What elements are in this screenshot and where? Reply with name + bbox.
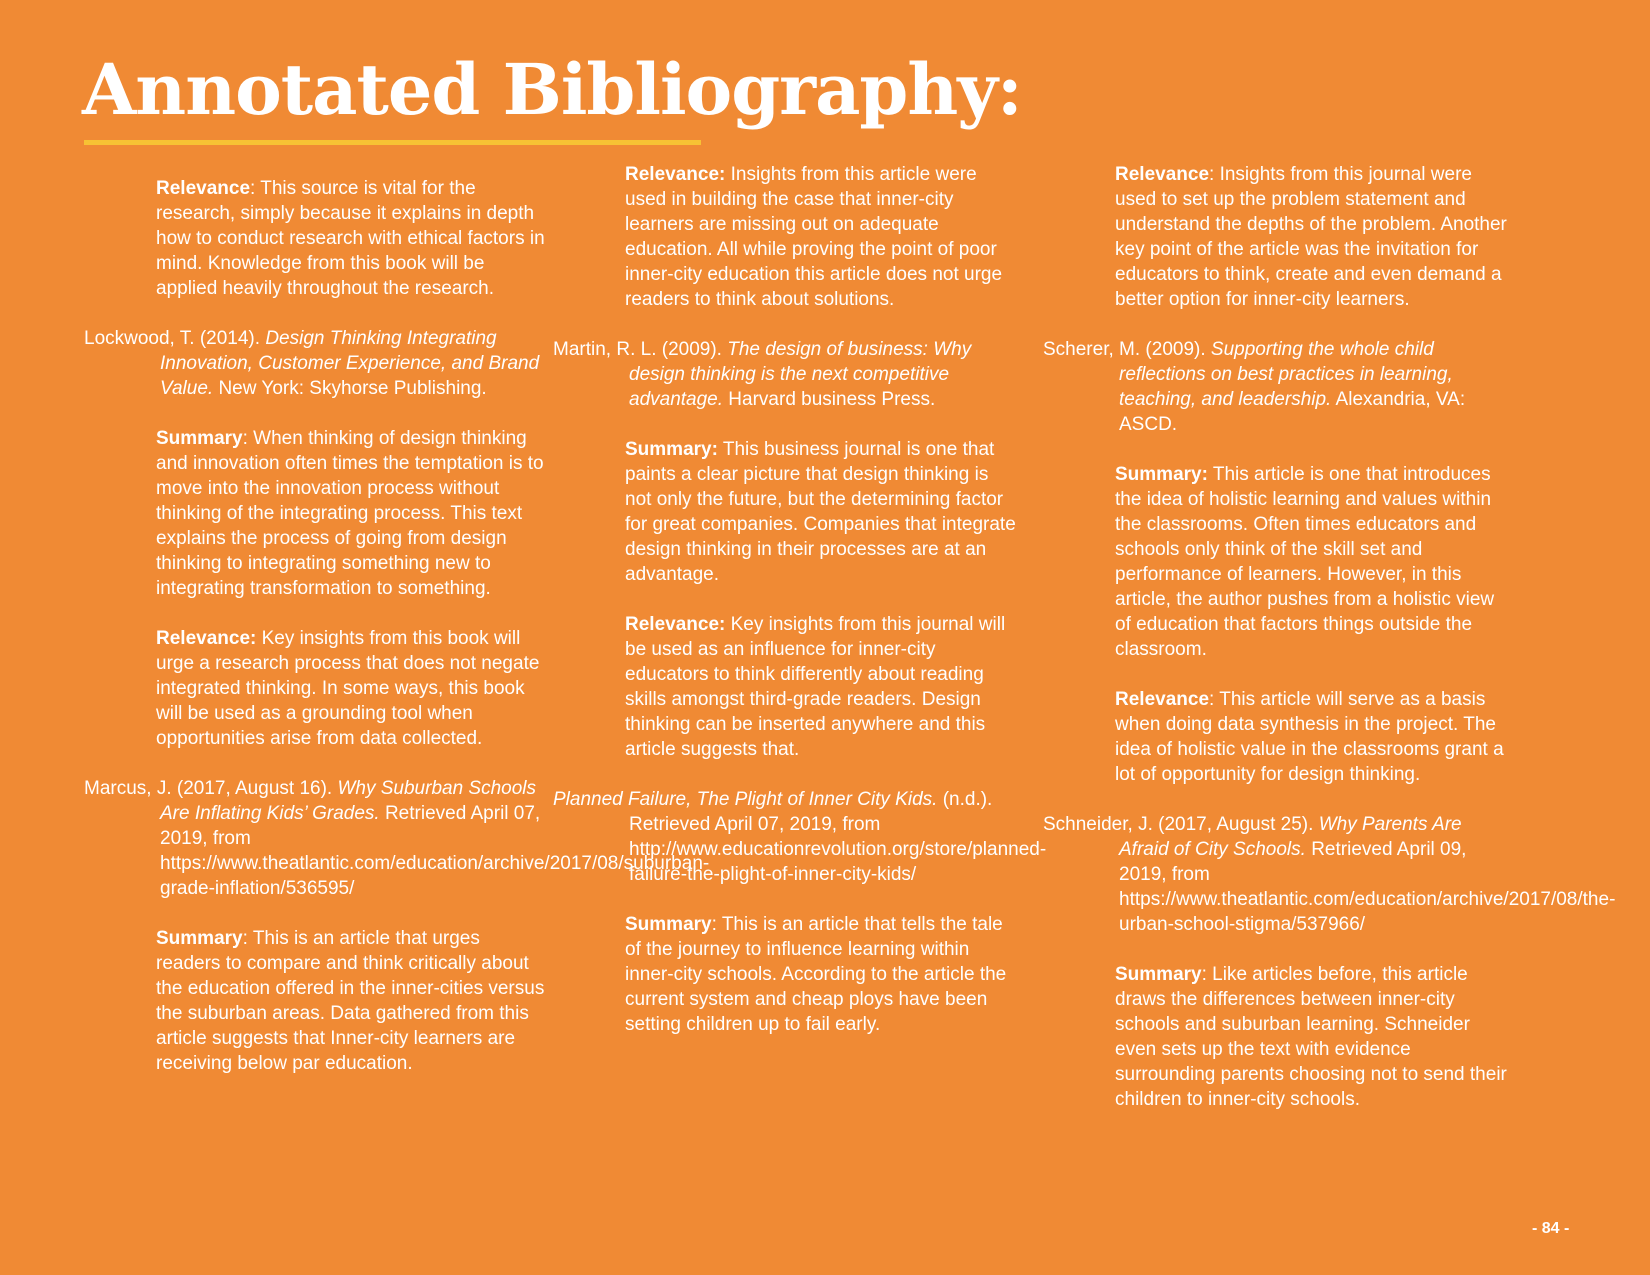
annotation-separator: :	[1201, 964, 1213, 985]
annotation-text: Like articles before, this article draws the differences between inner-city schools and suburban learning. Schneider even sets up the text with evidence surrounding parents choosing not to send their children to inner-city schools.	[1115, 964, 1507, 1110]
citation-details: (n.d.). Retrieved April 07, 2019, from http://www.educationrevolution.org/store/planned-failure-the-plight-of-inner-city-kids/	[629, 789, 1047, 885]
annotation-paragraph	[156, 426, 549, 601]
citation-entry	[1043, 812, 1616, 937]
citation-work-title: Supporting the whole child reflections on best practices in learning, teaching, and leadership.	[1119, 339, 1453, 410]
annotation-text: Insights from this article were used in building the case that inner-city learners are missing out on adequate education. All while proving the point of poor inner-city education this article does not urge readers to think about solutions.	[625, 164, 1003, 310]
annotation-text: Key insights from this journal will be used as an influence for inner-city educators to think differently about reading skills amongst third-grade readers. Design thinking can be inserted anywhere and this article suggests that.	[625, 614, 1006, 760]
title-underline	[84, 140, 701, 145]
citation-author: Martin, R. L. (2009).	[553, 339, 728, 360]
annotation-text: This is an article that urges readers to compare and think critically about the education offered in the inner-cities versus the suburban areas. Data gathered from this article suggests that Inner-city learners are receiving below par education.	[156, 928, 545, 1074]
annotation-label: Relevance:	[156, 628, 257, 649]
annotation-paragraph	[1115, 687, 1508, 787]
citation-work-title: Design Thinking Integrating Innovation, Customer Experience, and Brand Value.	[160, 328, 540, 399]
annotation-paragraph	[625, 912, 1018, 1037]
annotation-separator: :	[1209, 689, 1220, 710]
annotation-separator: :	[250, 178, 261, 199]
annotation-label: Summary:	[625, 439, 718, 460]
annotation-paragraph	[1115, 462, 1508, 662]
annotation-paragraph	[625, 162, 1018, 312]
citation-entry	[84, 776, 710, 901]
annotation-label: Summary	[156, 928, 243, 949]
annotation-label: Relevance	[1115, 164, 1210, 185]
annotation-text: Insights from this journal were used to set up the problem statement and understand the depths of the problem. Another key point of the article was the invitation for educators to think, create and even demand a better option for inner-city learners.	[1115, 164, 1507, 310]
annotation-label: Relevance	[1115, 689, 1210, 710]
annotation-text: When thinking of design thinking and innovation often times the temptation is to move into the innovation process without thinking of the integrating process. This text explains the process of going from design thinking to integrating something new to integrating transformation to something.	[156, 428, 544, 599]
annotation-label: Summary	[1115, 964, 1202, 985]
citation-work-title: Planned Failure, The Plight of Inner City Kids.	[553, 789, 938, 810]
page-title: Annotated Bibliography:	[82, 48, 1022, 131]
citation-details: Alexandria, VA: ASCD.	[1119, 389, 1466, 435]
citation-work-title: Why Parents Are Afraid of City Schools.	[1119, 814, 1462, 860]
annotation-separator: :	[242, 928, 253, 949]
citation-details: Harvard business Press.	[723, 389, 936, 410]
citation-entry	[553, 337, 1018, 412]
citation-details: Retrieved April 09, 2019, from https://www.theatlantic.com/education/archive/2017/08/the-urban-school-stigma/537966/	[1119, 839, 1616, 935]
annotation-paragraph	[156, 626, 549, 751]
annotation-text: This article will serve as a basis when doing data synthesis in the project. The idea of holistic value in the classrooms grant a lot of opportunity for design thinking.	[1115, 689, 1504, 785]
annotation-label: Summary	[625, 914, 712, 935]
citation-work-title: Why Suburban Schools Are Inflating Kids’ Grades.	[160, 778, 537, 824]
annotation-paragraph	[625, 612, 1018, 762]
citation-author: Scherer, M. (2009).	[1043, 339, 1211, 360]
annotation-separator: :	[242, 428, 254, 449]
annotation-paragraph	[156, 176, 549, 301]
citation-author: Schneider, J. (2017, August 25).	[1043, 814, 1319, 835]
page-number: - 84 -	[1532, 1220, 1570, 1237]
annotation-text: This source is vital for the research, simply because it explains in depth how to conduct research with ethical factors in mind. Knowledge from this book will be applied heavily throughout the research.	[156, 178, 545, 299]
column-3	[1043, 162, 1616, 1137]
citation-author: Marcus, J. (2017, August 16).	[84, 778, 338, 799]
annotation-paragraph	[1115, 162, 1508, 312]
citation-author: Lockwood, T. (2014).	[84, 328, 266, 349]
annotation-label: Summary	[156, 428, 243, 449]
citation-details: Retrieved April 07, 2019, from https://www.theatlantic.com/education/archive/2017/08/suburban-grade-inflation/536595/	[160, 803, 710, 899]
citation-entry	[1043, 337, 1508, 437]
annotation-label: Summary:	[1115, 464, 1208, 485]
citation-details: New York: Skyhorse Publishing.	[213, 378, 487, 399]
annotation-separator: :	[1209, 164, 1220, 185]
column-2	[553, 162, 1047, 1062]
citation-entry	[84, 326, 549, 401]
annotation-separator: :	[711, 914, 722, 935]
annotation-label: Relevance	[156, 178, 251, 199]
annotation-text: This business journal is one that paints a clear picture that design thinking is not only the future, but the determining factor for great companies. Companies that integrate design thinking in their processes are at an advantage.	[625, 439, 1016, 585]
citation-work-title: The design of business: Why design thinking is the next competitive advantage.	[629, 339, 972, 410]
annotation-paragraph	[625, 437, 1018, 587]
annotation-text: Key insights from this book will urge a research process that does not negate integrated thinking. In some ways, this book will be used as a grounding tool when opportunities arise from data collected.	[156, 628, 540, 749]
annotation-text: This is an article that tells the tale of the journey to influence learning within inner-city schools. According to the article the current system and cheap ploys have been setting children up to fail early.	[625, 914, 1007, 1035]
annotation-paragraph	[1115, 962, 1508, 1112]
citation-entry	[553, 787, 1047, 887]
annotation-text: This article is one that introduces the idea of holistic learning and values within the classrooms. Often times educators and schools only think of the skill set and performance of learners. However, in this article, the author pushes from a holistic view of education that factors things outside the classroom.	[1115, 464, 1495, 660]
annotation-paragraph	[156, 926, 549, 1076]
annotation-label: Relevance:	[625, 614, 726, 635]
annotation-label: Relevance:	[625, 164, 726, 185]
